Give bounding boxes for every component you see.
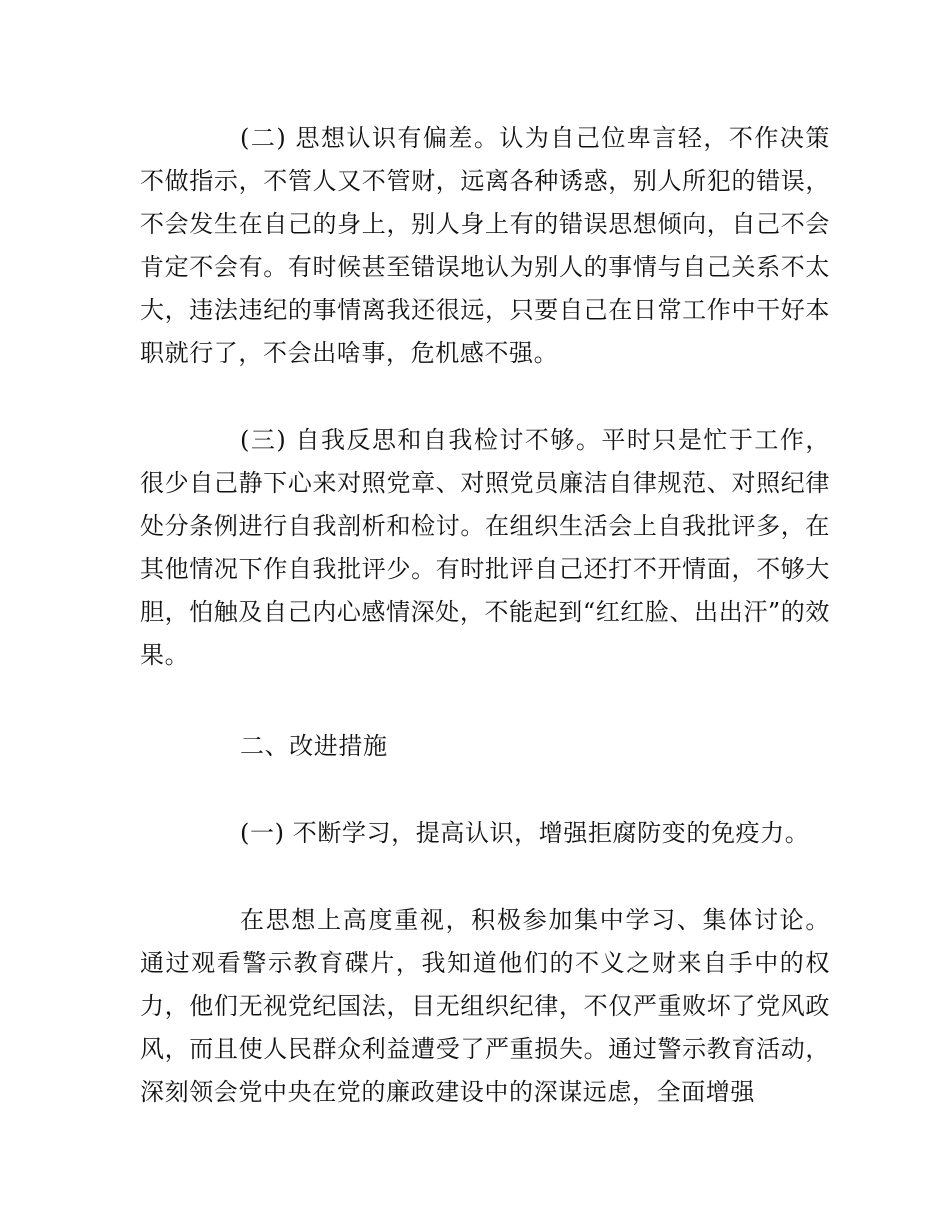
paragraph-learning-details: 在思想上高度重视，积极参加集中学习、集体讨论。通过观看警示教育碟片，我知道他们的不义之财来自手中的权力，他们无视党纪国法，目无组织纪律，不仅严重败坏了党风政风，而且使人民群众利益遭受了严重损失。通过警示教育活动，深刻领会党中央在党的廉政建设中的深谋远虑，全面增强: [140, 906, 830, 1106]
subheading-continuous-learning: (一) 不断学习，提高认识，增强拒腐防变的免疫力。: [240, 819, 810, 847]
section-heading-improvement-measures: 二、改进措施: [240, 732, 388, 760]
paragraph-self-reflection: (三) 自我反思和自我检讨不够。平时只是忙于工作，很少自己静下心来对照党章、对照党员廉洁自律规范、对照纪律处分条例进行自我剖析和检讨。在组织生活会上自我批评多，在其他情况下作自我批评少。有时批评自己还打不开情面，不够大胆，怕触及自己内心感情深处，不能起到“红红脸、出出汗”的效果。: [140, 426, 830, 669]
paragraph-ideological-deviation: (二) 思想认识有偏差。认为自己位卑言轻，不作决策不做指示，不管人又不管财，远离各种诱惑，别人所犯的错误，不会发生在自己的身上，别人身上有的错误思想倾向，自己不会肯定不会有。有时候甚至错误地认为别人的事情与自己关系不太大，违法违纪的事情离我还很远，只要自己在日常工作中干好本职就行了，不会出啥事，危机感不强。: [140, 124, 830, 367]
